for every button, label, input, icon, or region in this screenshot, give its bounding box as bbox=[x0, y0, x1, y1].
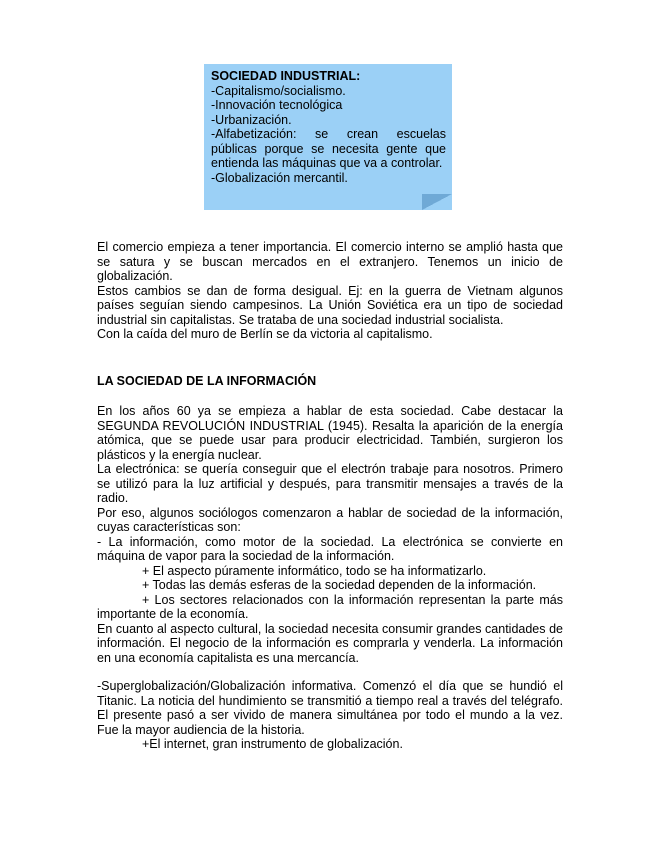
paragraph: - La información, como motor de la sociedad. La electrónica se convierte en máquina de vapor para la sociedad de la información. bbox=[97, 534, 563, 563]
note-item: -Alfabetización: se crean escuelas públicas porque se necesita gente que entienda las máquinas que va a controlar. bbox=[211, 127, 446, 170]
paragraph: Por eso, algunos sociólogos comenzaron a hablar de sociedad de la información, cuyas características son: bbox=[97, 505, 563, 534]
paragraph: Con la caída del muro de Berlín se da victoria al capitalismo. bbox=[97, 327, 433, 341]
note-title: SOCIEDAD INDUSTRIAL: bbox=[211, 69, 361, 83]
list-item: +El internet, gran instrumento de globalización. bbox=[142, 737, 403, 751]
paragraph: -Superglobalización/Globalización informativa. Comenzó el día que se hundió el Titanic. La noticia del hundimiento se transmitió a tiempo real a través del telégrafo. El presente pasó a ser vivido de manera simultánea por todo el mundo a la vez. Fue la mayor audiencia de la historia. bbox=[97, 679, 563, 737]
sticky-note bbox=[204, 64, 452, 210]
list-item: + El aspecto púramente informático, todo se ha informatizarlo. bbox=[142, 563, 487, 578]
paragraph: La electrónica: se quería conseguir que el electrón trabaje para nosotros. Primero se utilizó para la luz artificial y después, para transmitir mensajes a través de la radio. bbox=[97, 462, 563, 505]
list-item: + Los sectores relacionados con la información representan la parte más importante de la economía. bbox=[97, 592, 563, 621]
section-information-text bbox=[97, 404, 563, 752]
note-item: -Urbanización. bbox=[211, 112, 292, 127]
page-curl-icon bbox=[422, 194, 452, 210]
list-item: + Todas las demás esferas de la sociedad dependen de la información. bbox=[142, 578, 537, 592]
note-item: -Globalización mercantil. bbox=[211, 170, 348, 185]
blank-line bbox=[97, 665, 563, 679]
note-item: -Innovación tecnológica bbox=[211, 98, 343, 112]
paragraph: En cuanto al aspecto cultural, la sociedad necesita consumir grandes cantidades de información. El negocio de la información es comprarla y venderla. La información en una economía capitalista es una mercancía. bbox=[97, 621, 563, 665]
section-heading bbox=[97, 374, 563, 389]
paragraph: En los años 60 ya se empieza a hablar de esta sociedad. Cabe destacar la SEGUNDA REVOLUCIÓN INDUSTRIAL (1945). Resalta la aparición de la energía atómica, que se puede usar para producir electricidad. También, surgieron los plásticos y la energía nuclear. bbox=[97, 404, 563, 462]
paragraph: Estos cambios se dan de forma desigual. Ej: en la guerra de Vietnam algunos países seguían siendo campesinos. La Unión Soviética era un tipo de sociedad industrial sin capitalistas. Se trataba de una sociedad industrial socialista. bbox=[97, 283, 563, 327]
section-industrial-text bbox=[97, 240, 563, 342]
paragraph: El comercio empieza a tener importancia. El comercio interno se amplió hasta que se satura y se buscan mercados en el extranjero. Tenemos un inicio de globalización. bbox=[97, 240, 563, 283]
note-item: -Capitalismo/socialismo. bbox=[211, 83, 346, 98]
page-heading: LA SOCIEDAD DE LA INFORMACIÓN bbox=[97, 374, 317, 388]
